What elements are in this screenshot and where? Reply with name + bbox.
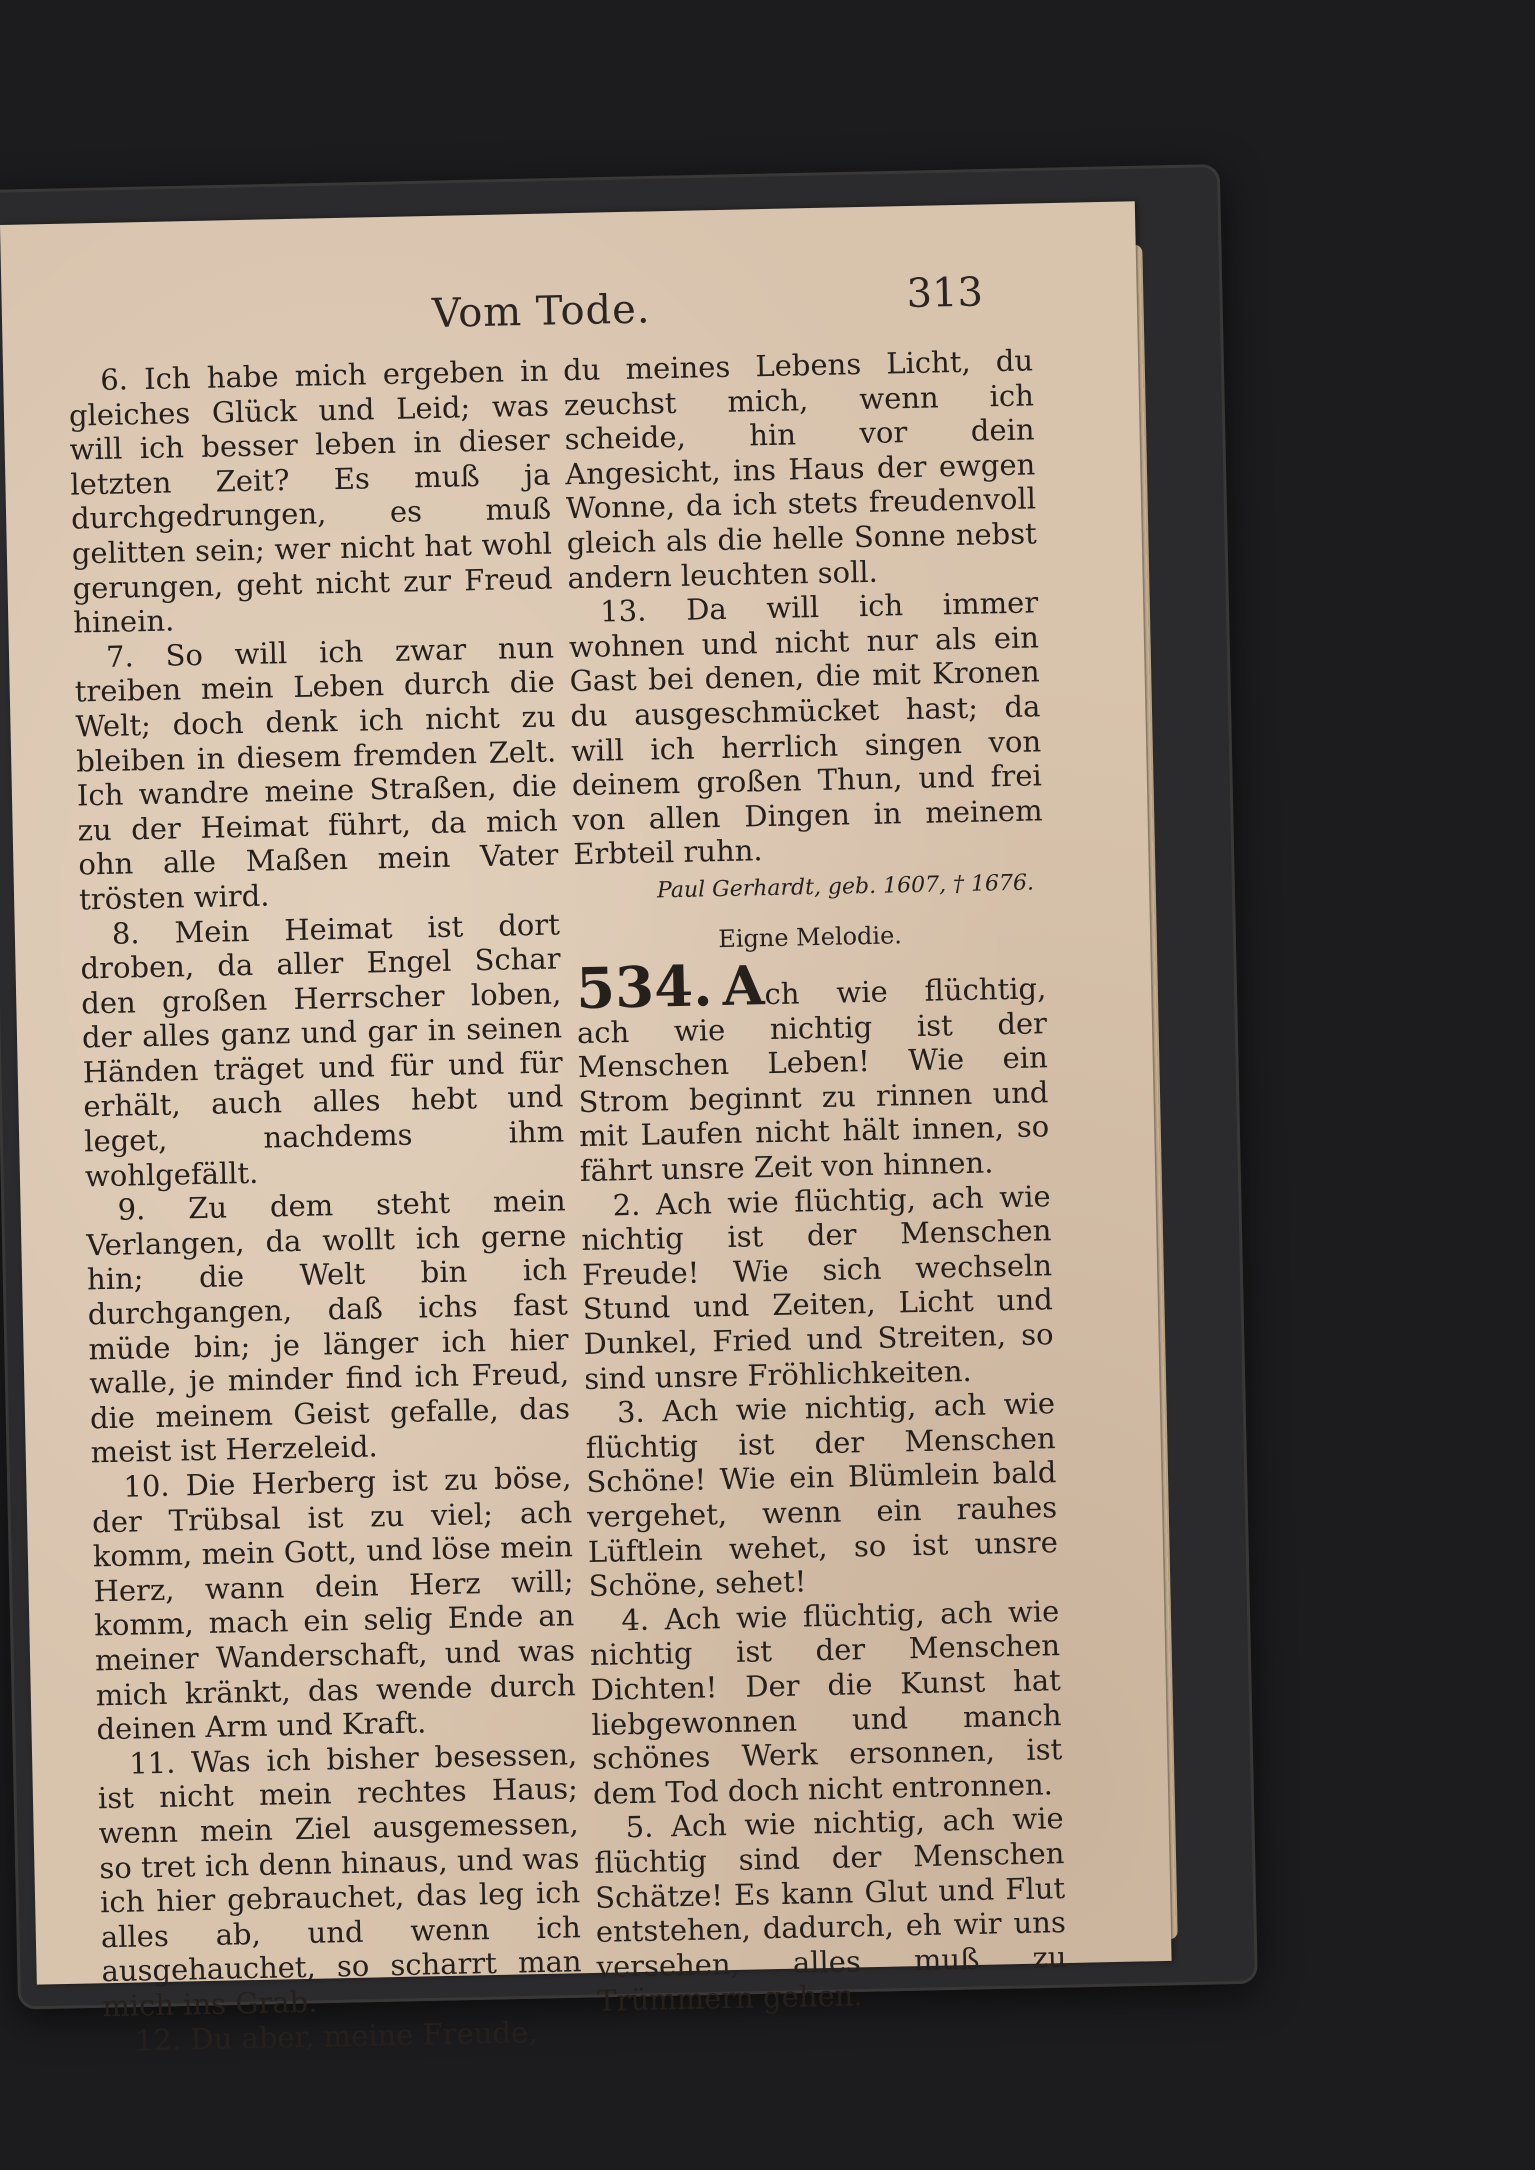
running-head: Vom Tode. (431, 286, 651, 337)
hymn-stanza-5: 5. Ach wie nichtig, ach wie flüchtig sind der Menschen Schätze! Es kann Glut und Flut entstehen, dadurch, eh wir uns versehen, alles muß zu Trümmern gehen. (594, 1801, 1067, 2019)
stanza-13: 13. Da will ich immer wohnen und nicht nur als ein Gast bei denen, die mit Kronen du ausgeschmücket hast; da will ich herrlich singen von deinem großen Thun, und frei von allen Dingen in meinem Erbteil ruhn. (568, 585, 1043, 872)
hymn-stanza-4: 4. Ach wie flüchtig, ach wie nichtig ist der Menschen Dichten! Der die Kunst hat liebgewonnen und manch schönes Werk ersonnen, ist dem Tod doch nicht entronnen. (589, 1593, 1063, 1811)
stanza-6: 6. Ich habe mich ergeben in gleiches Glück und Leid; was will ich besser leben in dieser letzten Zeit? Es muß ja durchgedrungen, es muß gelitten sein; wer nicht hat wohl gerungen, geht nicht zur Freud hinein. (68, 353, 553, 640)
stanza-12-start: 12. Du aber, meine Freude, (134, 2014, 538, 2058)
author-attribution: Paul Gerhardt, geb. 1607, † 1676. (656, 870, 1035, 904)
right-column (563, 343, 1068, 2018)
stanza-12-continuation: du meines Lebens Licht, du zeuchst mich, wenn ich scheide, hin vor dein Angesicht, ins Haus der ewgen Wonne, da ich stets freudenvoll gleich als die helle Sonne nebst andern leuchten soll. (562, 343, 1038, 595)
stanza-8: 8. Mein Heimat ist dort droben, da aller Engel Schar den großen Herrscher loben, der alles ganz und gar in seinen Händen träget und für und für erhält, auch alles hebt und leget, nachdems ihm wohlgefällt. (80, 906, 565, 1194)
stanza-9: 9. Zu dem steht mein Verlangen, da wollt ich gerne hin; die Welt bin ich durchgangen, daß ichs fast müde bin; je länger ich hier walle, je minder find ich Freud, die meinem Geist gefalle, das meist ist Herzeleid. (86, 1183, 571, 1470)
hymn-534-first-stanza (575, 953, 1050, 1189)
hymn-first-text: ch wie flüchtig, ach wie nichtig ist der Menschen Leben! Wie ein Strom beginnt zu rinnen und mit Laufen nicht hält innen, so fährt unsre Zeit von hinnen. (576, 971, 1050, 1189)
left-column (68, 354, 583, 2059)
melody-note: Eigne Melodie. (717, 920, 903, 953)
stanza-7: 7. So will ich zwar nun treiben mein Leben durch die Welt; doch denk ich nicht zu bleiben in diesem fremden Zelt. Ich wandre meine Straßen, die zu der Heimat führt, da mich ohn alle Maßen mein Vater trösten wird. (74, 630, 559, 917)
book-page (0, 201, 1172, 2058)
stanza-10: 10. Die Herberg ist zu böse, der Trübsal ist zu viel; ach komm, mein Gott, und löse mein Herz, wann dein Herz will; komm, mach ein selig Ende an meiner Wanderschaft, und was mich kränkt, das wende durch deinen Arm und Kraft. (91, 1460, 577, 1747)
stanza-11: 11. Was ich bisher besessen, ist nicht mein rechtes Haus; wenn mein Ziel ausgemessen, so tret ich denn hinaus, und was ich hier gebrauchet, das leg ich alles ab, und wenn ich ausgehauchet, so scharrt man mich ins Grab. (97, 1737, 582, 2024)
drop-initial: A (721, 953, 766, 1019)
hymn-stanza-2: 2. Ach wie flüchtig, ach wie nichtig ist der Menschen Freude! Wie sich wechseln Stund und Zeiten, Licht und Dunkel, Fried und Streiten, so sind unsre Fröhlichkeiten. (581, 1178, 1054, 1396)
hymn-number: 534. (575, 953, 714, 1023)
page-number: 313 (906, 269, 984, 318)
hymn-stanza-3: 3. Ach wie nichtig, ach wie flüchtig ist der Menschen Schöne! Wie ein Blümlein bald vergehet, wenn ein rauhes Lüftlein wehet, so ist unsre Schöne, sehet! (585, 1386, 1059, 1604)
